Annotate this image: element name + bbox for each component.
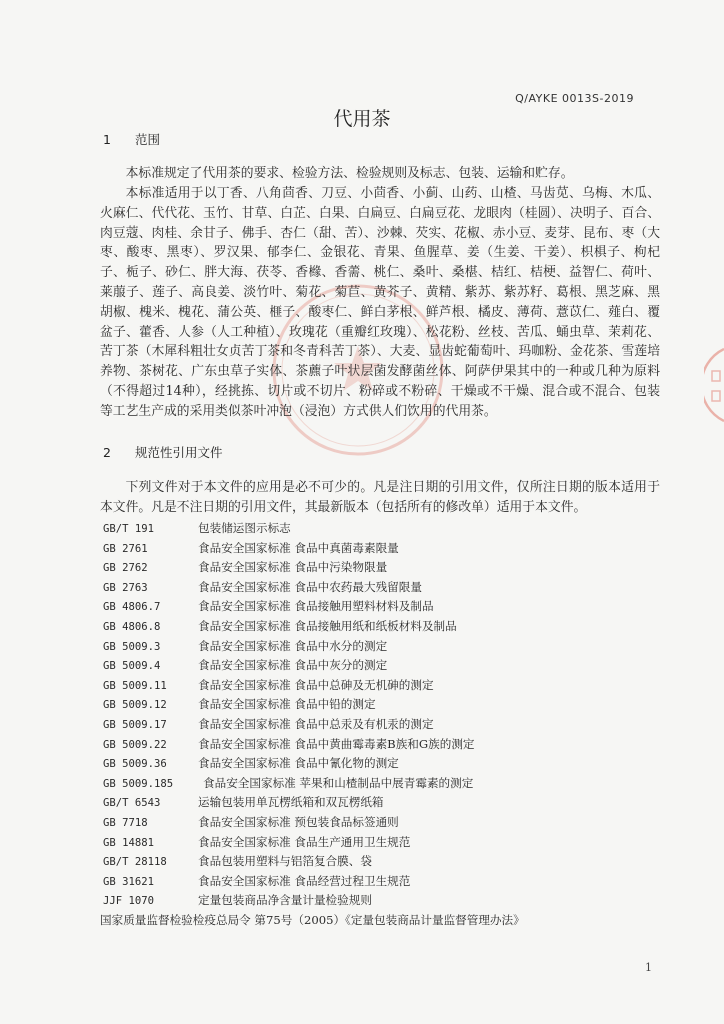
reference-code: GB 31621 [103,875,155,888]
reference-item [103,597,663,617]
reference-item [103,637,663,657]
reference-code: GB 7718 [103,816,148,829]
reference-title: 食品安全国家标准 食品中氰化物的测定 [198,756,399,771]
section-2-heading [103,443,223,461]
reference-item [103,656,663,676]
reference-title: 定量包装商品净含量计量检验规则 [198,893,372,908]
reference-title: 食品安全国家标准 食品接触用纸和纸板材料及制品 [198,618,457,633]
page-number: 1 [645,961,652,974]
reference-title: 食品安全国家标准 预包装食品标签通则 [198,814,399,829]
reference-code: GB 5009.3 [103,640,161,653]
reference-code: GB/T 28118 [103,856,167,869]
reference-title: 食品安全国家标准 食品中农药最大残留限量 [198,579,422,594]
reference-title: 食品安全国家标准 食品中水分的测定 [198,638,388,653]
reference-item [103,676,663,696]
document-title: 代用茶 [333,108,391,130]
reference-code: GB 5009.17 [103,718,167,731]
reference-title: 食品安全国家标准 食品中污染物限量 [198,560,388,575]
reference-code: GB 2762 [103,562,148,575]
reference-item [103,852,663,872]
reference-code: GB 14881 [103,836,155,849]
reference-item [103,813,663,833]
reference-title: 食品安全国家标准 食品中总砷及无机砷的测定 [198,677,434,692]
reference-code: GB 5009.36 [103,758,167,771]
reference-code: GB 2761 [103,542,148,555]
reference-code: GB 5009.11 [103,679,167,692]
reference-item [103,774,663,794]
reference-item [103,754,663,774]
reference-code: GB 5009.4 [103,660,161,673]
reference-code: GB 5009.22 [103,738,167,751]
reference-item [103,539,663,559]
reference-code: GB 5009.185 [103,777,174,790]
reference-code: GB/T 6543 [103,797,161,810]
reference-title: 食品安全国家标准 食品接触用塑料材料及制品 [198,599,434,614]
reference-title: 食品安全国家标准 食品生产通用卫生规范 [198,834,411,849]
reference-item [103,793,663,813]
reference-item [103,558,663,578]
document-number: Q/AYKE 0013S-2019 [515,92,634,105]
reference-code: GB 2763 [103,581,148,594]
reference-code: JJF 1070 [103,895,155,908]
reference-title: 食品包装用塑料与铝箔复合膜、袋 [198,854,372,869]
reference-code: GB 4806.8 [103,620,161,633]
section-2-number: 2 [103,445,111,460]
regulation-reference: 国家质量监督检验检疫总局令 第75号（2005）《定量包装商品计量监督管理办法》 [100,912,525,927]
reference-item [103,578,663,598]
reference-item [103,519,663,539]
reference-code: GB 4806.7 [103,601,161,614]
reference-title: 食品安全国家标准 食品经营过程卫生规范 [198,873,411,888]
reference-list [100,519,663,930]
scope-paragraph-1: 本标准规定了代用茶的要求、检验方法、检验规则及标志、包装、运输和贮存。 [125,166,574,181]
reference-title: 食品安全国家标准 食品中真菌毒素限量 [198,540,399,555]
section-1-title: 范围 [134,132,160,147]
reference-title: 包装储运图示标志 [198,521,291,535]
reference-code: GB/T 191 [103,523,155,535]
reference-title: 食品安全国家标准 食品中灰分的测定 [198,658,388,673]
reference-item [103,833,663,853]
references-intro: 下列文件对于本文件的应用是必不可少的。凡是注日期的引用文件，仅所注日期的版本适用于本文件。凡是不注日期的引用文件，其最新版本（包括所有的修改单）适用于本文件。 [100,480,660,515]
reference-item [103,617,663,637]
reference-title: 食品安全国家标准 食品中黄曲霉毒素B族和G族的测定 [198,736,475,751]
reference-item [103,695,663,715]
reference-title: 食品安全国家标准 苹果和山楂制品中展青霉素的测定 [203,775,474,790]
reference-title: 运输包装用单瓦楞纸箱和双瓦楞纸箱 [198,795,384,810]
section-2-title: 规范性引用文件 [134,445,223,460]
reference-item [103,715,663,735]
reference-title: 食品安全国家标准 食品中铅的测定 [198,697,376,712]
reference-item [103,872,663,892]
reference-code: GB 5009.12 [103,699,167,712]
edge-seal-fragment [704,345,724,425]
reference-item [103,735,663,755]
section-1-number: 1 [103,132,111,147]
scope-paragraph-2: 本标准适用于以丁香、八角茴香、刀豆、小茴香、小蓟、山药、山楂、马齿苋、乌梅、木瓜、火麻仁、代代花、玉竹、甘草、白芷、白果、白扁豆、白扁豆花、龙眼肉（桂圆）、决明子、百合、肉豆蔻、肉桂、余甘子、佛手、杏仁（甜、苦）、沙棘、芡实、花椒、赤小豆、麦芽、昆布、枣（大枣、酸枣、黑枣）、罗汉果、郁李仁、金银花、青果、鱼腥草、姜（生姜、干姜）、枳椇子、枸杞子、栀子、砂仁、胖大海、茯苓、香橼、香薷、桃仁、桑叶、桑椹、桔红、桔梗、益智仁、荷叶、莱菔子、莲子、高良姜、淡竹叶、菊花、菊苣、黄芥子、黄精、紫苏、紫苏籽、葛根、黑芝麻、黑胡椒、槐米、槐花、蒲公英、榧子、酸枣仁、鲜白茅根、鲜芦根、橘皮、薄荷、薏苡仁、薤白、覆盆子、藿香、人参（人工种植）、玫瑰花（重瓣红玫瑰）、松花粉、丝枝、苦瓜、蛹虫草、茉莉花、苦丁茶（木犀科粗壮女贞苦丁茶和冬青科苦丁茶）、大麦、显齿蛇葡萄叶、玛咖粉、金花茶、雪莲培养物、茶树花、广东虫草子实体、茶藨子叶状层菌发酵菌丝体、阿萨伊果其中的一种或几种为原料（不得超过14种），经挑拣、切片或不切片、粉碎或不粉碎、干燥或不干燥、混合或不混合、包装等工艺生产成的采用类似茶叶冲泡（浸泡）方式供人们饮用的代用茶。 [100,186,660,419]
section-1-heading [103,130,160,148]
reference-item [103,891,663,911]
reference-title: 食品安全国家标准 食品中总汞及有机汞的测定 [198,716,434,731]
